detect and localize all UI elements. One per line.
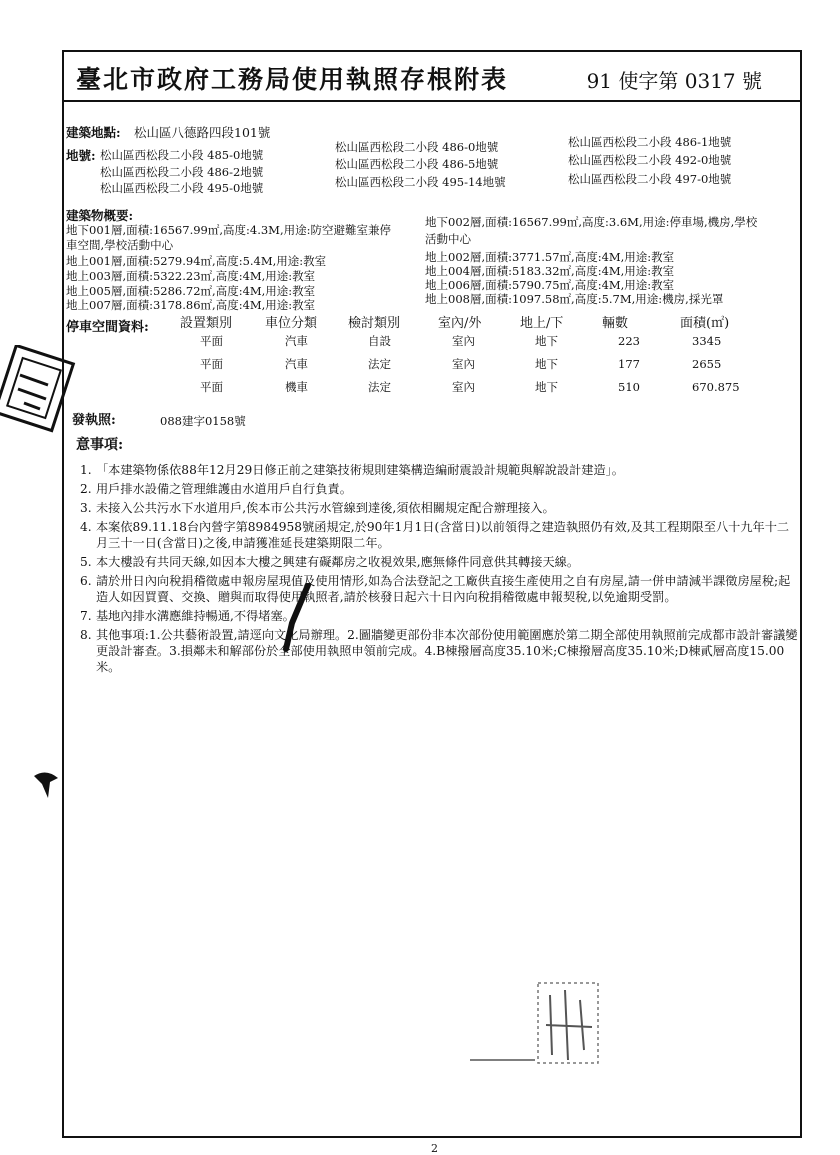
- parking-header: 設置類別: [180, 316, 233, 331]
- parking-cell: 地下: [535, 334, 558, 348]
- parking-cell: 法定: [368, 357, 391, 371]
- parking-header: 輛數: [602, 316, 629, 331]
- note-item: [80, 573, 800, 605]
- overview-right-line: 活動中心: [425, 232, 471, 246]
- address-label: 建築地點:: [66, 125, 121, 140]
- note-text: 基地內排水溝應維持暢通,不得堵塞。: [96, 609, 295, 623]
- parking-cell: 法定: [368, 380, 391, 394]
- note-text: 其他事項:1.公共藝術設置,請逕向文化局辦理。2.圖牆變更部份非本次部份使用範圍應於第二期全部使用執照前完成都市設計審議變更設計審查。3.損鄰未和解部份於全部使用執照申領前完成。4.B棟撥層高度35.10米;C棟撥層高度35.10米;D棟貳層高度15.00米。: [96, 628, 798, 674]
- parking-header: 面積(㎡): [680, 316, 730, 331]
- note-text: 用戶排水設備之管理維護由水道用戶自行負責。: [96, 482, 352, 496]
- parking-cell: 平面: [200, 334, 223, 348]
- signature-seal-icon: [460, 975, 630, 1070]
- note-number: 8.: [80, 628, 92, 642]
- overview-left-line: 地上001層,面積:5279.94㎡,高度:5.4M,用途:教室: [66, 254, 327, 268]
- lot-item: 松山區西松段二小段 485-0地號: [100, 148, 264, 162]
- lots-label: 地號:: [66, 148, 96, 163]
- lot-item: 松山區西松段二小段 495-14地號: [335, 175, 506, 189]
- parking-cell: 機車: [285, 380, 308, 394]
- lot-item: 松山區西松段二小段 486-1地號: [568, 135, 732, 149]
- note-text: 「本建築物係依88年12月29日修正前之建築技術規則建築構造編耐震設計規範與解說設計建造」。: [96, 463, 624, 477]
- note-item: [80, 554, 800, 570]
- note-item: [80, 627, 800, 675]
- parking-header: 車位分類: [265, 316, 318, 331]
- note-item: [80, 500, 800, 516]
- note-number: 4.: [80, 520, 92, 534]
- overview-right-line: 地上002層,面積:3771.57㎡,高度:4M,用途:教室: [425, 250, 675, 264]
- lot-item: 松山區西松段二小段 486-2地號: [100, 165, 264, 179]
- parking-cell: 平面: [200, 357, 223, 371]
- parking-cell: 670.875: [692, 380, 740, 394]
- parking-cell: 室內: [452, 380, 475, 394]
- overview-right-line: 地上004層,面積:5183.32㎡,高度:4M,用途:教室: [425, 264, 675, 278]
- notes-label: 意事項:: [76, 437, 124, 453]
- note-number: 6.: [80, 574, 92, 588]
- ink-mark-icon: [32, 768, 62, 800]
- note-item: [80, 519, 800, 551]
- page-title: 臺北市政府工務局使用執照存根附表: [76, 65, 509, 94]
- overview-left-line: 地上007層,面積:3178.86㎡,高度:4M,用途:教室: [66, 298, 316, 312]
- lot-item: 松山區西松段二小段 495-0地號: [100, 181, 264, 195]
- parking-header: 室內/外: [438, 316, 482, 331]
- notes-list: [80, 462, 800, 678]
- permit-value: 088建字0158號: [160, 414, 246, 428]
- official-stamp-icon: [0, 345, 80, 435]
- note-number: 1.: [80, 463, 92, 477]
- overview-right-line: 地上008層,面積:1097.58㎡,高度:5.7M,用途:機房,採光罩: [425, 292, 724, 306]
- parking-cell: 汽車: [285, 334, 308, 348]
- parking-cell: 地下: [535, 380, 558, 394]
- parking-header: 地上/下: [520, 316, 564, 331]
- parking-label: 停車空間資料:: [66, 320, 149, 335]
- note-item: [80, 462, 800, 478]
- note-number: 7.: [80, 609, 92, 623]
- parking-cell: 自設: [368, 334, 391, 348]
- overview-left-line: 地上003層,面積:5322.23㎡,高度:4M,用途:教室: [66, 269, 316, 283]
- parking-cell: 223: [618, 334, 640, 348]
- permit-label: 發執照:: [72, 413, 116, 428]
- ink-stroke-icon: [280, 583, 320, 653]
- overview-left-line: 地下001層,面積:16567.99㎡,高度:4.3M,用途:防空避難室兼停: [66, 223, 391, 237]
- note-text: 請於卅日內向稅捐稽徵處申報房屋現值及使用情形,如為合法登記之工廠供直接生產使用之自有房屋,請一併申請減半課徵房屋稅;起造人如因買賣、交換、贈與而取得使用執照者,請於核發日起六十日內向稅捐稽徵處申報契稅,以免逾期受罰。: [96, 574, 791, 604]
- note-text: 未接入公共污水下水道用戶,俟本市公共污水管線到達後,須依相關規定配合辦理接入。: [96, 501, 555, 515]
- address-value: 松山區八德路四段101號: [134, 125, 271, 140]
- parking-cell: 地下: [535, 357, 558, 371]
- overview-right-line: 地下002層,面積:16567.99㎡,高度:3.6M,用途:停車場,機房,學校: [425, 215, 758, 229]
- parking-cell: 510: [618, 380, 640, 394]
- document-number: 91 使字第 0317 號: [586, 69, 762, 93]
- overview-left-line: 車空間,學校活動中心: [66, 238, 174, 252]
- note-text: 本大樓設有共同天線,如因本大樓之興建有礙鄰房之收視效果,應無條件同意供其轉接天線。: [96, 555, 580, 569]
- lot-item: 松山區西松段二小段 486-5地號: [335, 157, 499, 171]
- parking-cell: 汽車: [285, 357, 308, 371]
- lot-item: 松山區西松段二小段 486-0地號: [335, 140, 499, 154]
- overview-left-line: 地上005層,面積:5286.72㎡,高度:4M,用途:教室: [66, 284, 316, 298]
- page-number: 2: [431, 1142, 438, 1155]
- parking-cell: 2655: [692, 357, 722, 371]
- note-number: 3.: [80, 501, 92, 515]
- title-bar: [62, 50, 802, 102]
- note-text: 本案依89.11.18台內營字第8984958號函規定,於90年1月1日(含當日)以前領得之建造執照仍有效,及其工程期限至八十九年十二月三十一日(含當日)之後,申請獲准延長建築期限二年。: [96, 520, 790, 550]
- note-number: 2.: [80, 482, 92, 496]
- overview-right-line: 地上006層,面積:5790.75㎡,高度:4M,用途:教室: [425, 278, 675, 292]
- note-number: 5.: [80, 555, 92, 569]
- note-item: [80, 608, 800, 624]
- parking-cell: 室內: [452, 334, 475, 348]
- parking-header: 檢討類別: [348, 316, 401, 331]
- parking-cell: 室內: [452, 357, 475, 371]
- lot-item: 松山區西松段二小段 497-0地號: [568, 172, 732, 186]
- parking-cell: 3345: [692, 334, 722, 348]
- parking-cell: 平面: [200, 380, 223, 394]
- parking-cell: 177: [618, 357, 640, 371]
- lot-item: 松山區西松段二小段 492-0地號: [568, 153, 732, 167]
- note-item: [80, 481, 800, 497]
- overview-label: 建築物概要:: [66, 208, 134, 223]
